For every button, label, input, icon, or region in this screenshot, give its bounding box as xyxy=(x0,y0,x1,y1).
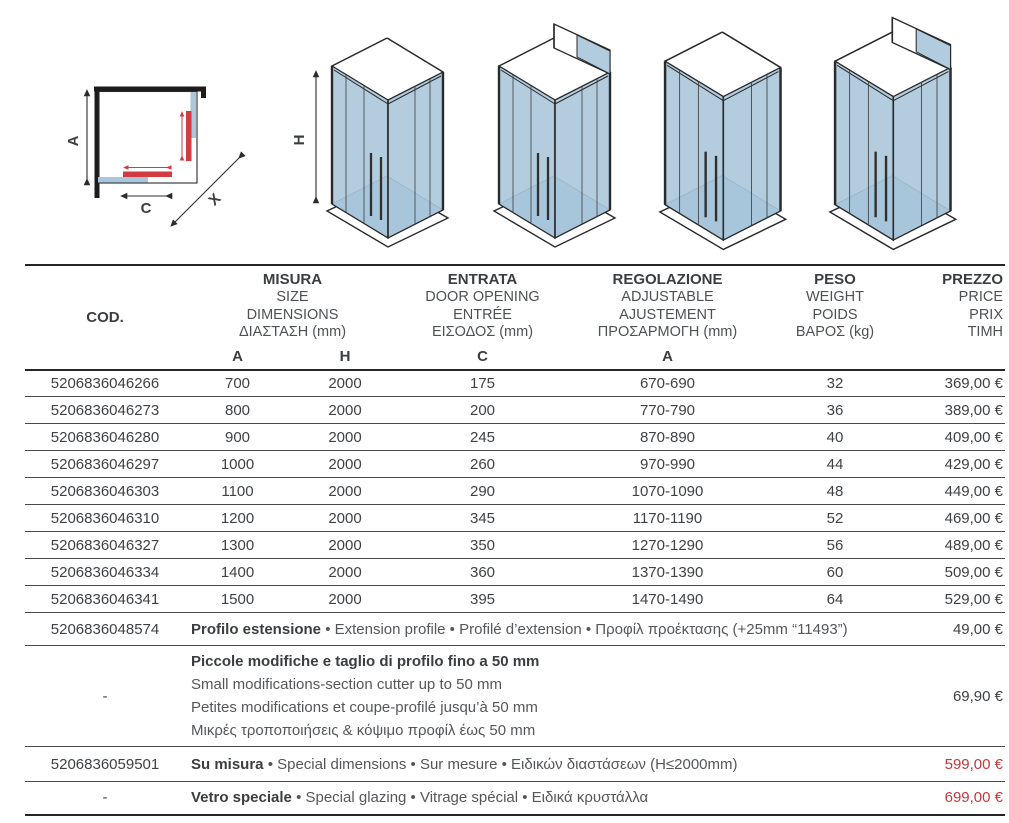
header-regolazione-en: ADJUSTABLE xyxy=(621,289,714,305)
header-misura-fr: DIMENSIONS xyxy=(246,306,339,323)
sliding-door-right xyxy=(186,111,192,161)
shower-enclosure-icon-4 xyxy=(830,18,956,250)
dimension-a-label: A xyxy=(65,135,82,147)
entrata-c-cell: 350 xyxy=(469,536,496,554)
illustrations-svg xyxy=(0,0,1009,258)
description-title: Su misura xyxy=(191,755,264,773)
header-misura xyxy=(185,265,400,344)
description-title: Vetro speciale xyxy=(191,789,292,807)
size-a-cell: 700 xyxy=(224,374,251,392)
size-a-cell: 1100 xyxy=(221,482,254,500)
header-misura-it: MISURA xyxy=(262,271,323,288)
description-line-it: Piccole modifiche e taglio di profilo fino a 50 mm xyxy=(191,653,540,670)
header-prezzo-gr: ΤΙΜΗ xyxy=(967,324,1003,340)
header-peso-it: PESO xyxy=(814,271,856,288)
weight-cell: 64 xyxy=(826,590,844,608)
size-a-cell: 1500 xyxy=(220,590,255,608)
table-row-special-dimensions xyxy=(25,747,1005,782)
header-peso-gr: ΒΑΡΟΣ (kg) xyxy=(795,324,875,340)
header-misura-gr: ΔΙΑΣΤΑΣΗ (mm) xyxy=(238,324,347,340)
cod-cell: 5206836046310 xyxy=(50,509,160,527)
height-dimension-arrow xyxy=(291,74,316,200)
table-row xyxy=(25,397,1005,424)
cod-cell: 5206836046341 xyxy=(50,590,160,608)
header-regolazione-it: REGOLAZIONE xyxy=(612,271,723,288)
adjustable-cell: 770-790 xyxy=(639,401,696,419)
header-entrata-it: ENTRATA xyxy=(447,271,518,288)
description-cell xyxy=(185,747,900,782)
table-row xyxy=(25,478,1005,505)
entrata-c-cell: 360 xyxy=(469,563,496,581)
price-cell: 489,00 € xyxy=(944,536,1003,554)
shower-enclosure-icon-1 xyxy=(327,38,448,247)
size-a-cell: 1300 xyxy=(220,536,255,554)
price-cell: 69,90 € xyxy=(952,687,1003,705)
table-row xyxy=(25,424,1005,451)
price-cell: 599,00 € xyxy=(944,755,1003,773)
adjustable-cell: 870-890 xyxy=(639,428,696,446)
adjustable-cell: 1470-1490 xyxy=(631,590,704,608)
weight-cell: 44 xyxy=(826,455,844,473)
price-cell: 469,00 € xyxy=(944,509,1003,527)
size-h-cell: 2000 xyxy=(328,590,362,608)
header-prezzo-fr: PRIX xyxy=(969,306,1003,323)
adjustable-cell: 1170-1190 xyxy=(632,509,703,527)
dimension-h-label: H xyxy=(291,134,308,146)
adjustable-cell: 1270-1290 xyxy=(631,536,704,554)
price-cell: 449,00 € xyxy=(944,482,1003,500)
description-line-gr: Μικρές τροποποιήσεις & κόψιμο προφίλ έως 50 mm xyxy=(191,722,536,739)
price-table xyxy=(25,264,1005,816)
table-row-special-glazing xyxy=(25,782,1005,815)
cod-cell: 5206836046266 xyxy=(50,374,160,392)
price-cell: 529,00 € xyxy=(944,590,1003,608)
entrata-c-cell: 175 xyxy=(469,374,496,392)
price-cell: 369,00 € xyxy=(944,374,1003,392)
price-cell: 509,00 € xyxy=(944,563,1003,581)
cod-cell: 5206836046280 xyxy=(50,428,160,446)
size-h-cell: 2000 xyxy=(328,455,362,473)
table-row-small-modifications xyxy=(25,646,1005,747)
spec-table xyxy=(25,264,1005,816)
weight-cell: 36 xyxy=(826,401,844,419)
size-h-cell: 2000 xyxy=(328,509,362,527)
description-title: Profilo estensione xyxy=(191,620,322,638)
adjustable-cell: 670-690 xyxy=(639,374,696,392)
entrata-c-cell: 200 xyxy=(469,401,496,419)
shower-enclosure-icon-3 xyxy=(660,32,786,249)
cod-cell: 5206836046327 xyxy=(50,536,160,554)
weight-cell: 40 xyxy=(826,428,844,446)
entrata-c-cell: 245 xyxy=(469,428,496,446)
description-cell xyxy=(185,646,900,747)
size-a-cell: 1000 xyxy=(220,455,255,473)
cod-cell: 5206836046303 xyxy=(50,482,160,500)
cod-cell: - xyxy=(102,789,108,807)
entrata-c-cell: 290 xyxy=(469,482,496,500)
size-a-cell: 1400 xyxy=(220,563,255,581)
header-cod: COD. xyxy=(86,308,124,326)
description-translations: • Special dimensions • Sur mesure • Ειδικών διαστάσεων (H≤2000mm) xyxy=(263,755,738,773)
header-peso xyxy=(770,265,900,370)
table-row-extension-profile xyxy=(25,613,1005,646)
header-misura-en: SIZE xyxy=(276,289,309,305)
subheader-adj-a: A xyxy=(662,347,673,365)
price-cell: 389,00 € xyxy=(944,401,1003,419)
table-row xyxy=(25,532,1005,559)
weight-cell: 56 xyxy=(826,536,844,554)
weight-cell: 60 xyxy=(826,563,844,581)
description-translations: • Special glazing • Vitrage spécial • Ειδικά κρυστάλλα xyxy=(291,789,649,807)
header-prezzo-en: PRICE xyxy=(958,289,1003,305)
adjustable-cell: 1070-1090 xyxy=(631,482,704,500)
header-entrata-fr: ENTRÉE xyxy=(453,306,512,323)
weight-cell: 48 xyxy=(826,482,844,500)
header-peso-fr: POIDS xyxy=(812,306,858,323)
table-row xyxy=(25,370,1005,397)
size-a-cell: 900 xyxy=(224,428,251,446)
size-h-cell: 2000 xyxy=(328,401,362,419)
size-h-cell: 2000 xyxy=(328,428,362,446)
description-cell xyxy=(185,782,900,815)
cod-cell: 5206836046297 xyxy=(50,455,160,473)
table-header xyxy=(25,265,1005,370)
table-row xyxy=(25,451,1005,478)
adjustable-cell: 970-990 xyxy=(639,455,696,473)
price-cell: 49,00 € xyxy=(952,620,1003,638)
entrata-c-cell: 260 xyxy=(469,455,496,473)
dimension-x-arrow xyxy=(173,156,241,224)
size-h-cell: 2000 xyxy=(328,563,362,581)
description-cell xyxy=(185,613,900,646)
subheader-a: A xyxy=(232,347,243,365)
entrata-c-cell: 395 xyxy=(469,590,496,608)
table-row xyxy=(25,505,1005,532)
description-line-fr: Petites modifications et coupe-profilé jusqu’à 50 mm xyxy=(191,699,538,716)
shower-enclosure-icon-2 xyxy=(494,24,615,247)
plan-view-diagram xyxy=(65,87,241,225)
price-cell: 409,00 € xyxy=(944,428,1003,446)
entrata-c-cell: 345 xyxy=(469,509,496,527)
header-prezzo xyxy=(900,265,1005,370)
dimension-c-label: C xyxy=(140,200,152,217)
subheader-h: H xyxy=(339,347,351,365)
header-regolazione xyxy=(565,265,770,344)
price-cell: 699,00 € xyxy=(944,789,1003,807)
header-prezzo-it: PREZZO xyxy=(942,271,1003,288)
size-a-cell: 1200 xyxy=(220,509,255,527)
subheader-c: C xyxy=(477,347,488,365)
description-translations: • Extension profile • Profilé d’extension • Προφίλ προέκτασης (+25mm “11493”) xyxy=(321,620,848,638)
cod-cell: 5206836046273 xyxy=(50,401,160,419)
sliding-door-bottom xyxy=(123,172,172,178)
header-entrata xyxy=(400,265,565,344)
size-a-cell: 800 xyxy=(224,401,251,419)
header-regolazione-gr: ΠΡΟΣΑΡΜΟΓΗ (mm) xyxy=(597,324,738,340)
size-h-cell: 2000 xyxy=(328,482,362,500)
header-entrata-en: DOOR OPENING xyxy=(425,289,540,305)
fixed-glass-bottom xyxy=(98,177,148,183)
price-cell: 429,00 € xyxy=(944,455,1003,473)
size-h-cell: 2000 xyxy=(328,374,362,392)
adjustable-cell: 1370-1390 xyxy=(631,563,704,581)
cod-cell: 5206836059501 xyxy=(50,755,160,773)
header-peso-en: WEIGHT xyxy=(806,289,864,305)
table-row xyxy=(25,559,1005,586)
illustration-band xyxy=(0,0,1009,258)
description-line-en: Small modifications-section cutter up to 50 mm xyxy=(191,676,502,693)
cod-cell: 5206836048574 xyxy=(50,620,160,638)
table-row xyxy=(25,586,1005,613)
cod-cell: - xyxy=(102,687,108,705)
size-h-cell: 2000 xyxy=(328,536,362,554)
weight-cell: 52 xyxy=(826,509,844,527)
header-regolazione-fr: AJUSTEMENT xyxy=(619,306,716,323)
cod-cell: 5206836046334 xyxy=(50,563,160,581)
dimension-x-label: X xyxy=(205,190,225,210)
weight-cell: 32 xyxy=(826,374,844,392)
header-entrata-gr: ΕΙΣΟΔΟΣ (mm) xyxy=(431,324,534,340)
